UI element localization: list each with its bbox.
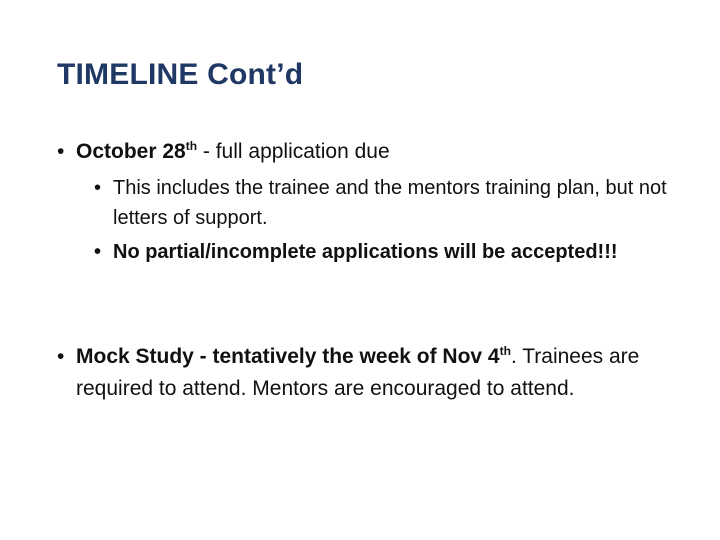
bullet-text — [57, 341, 697, 405]
sub-bullet-text: This includes the trainee and the mentors training plan, but not letters of support. — [113, 177, 667, 229]
bullet-october-28 — [57, 136, 697, 168]
bullet-text — [57, 136, 697, 168]
bullet-rest-text: - full application due — [197, 140, 390, 163]
sub-bullet-includes — [94, 173, 696, 233]
bullet-rest-text: . Trainees are required to attend. Mentors are encouraged to attend. — [76, 345, 640, 400]
sub-bullet-no-partial — [94, 237, 696, 267]
ordinal-suffix: th — [499, 344, 511, 358]
ordinal-suffix: th — [185, 139, 198, 153]
bullet-mock-study — [57, 341, 697, 405]
sub-bullet-text: No partial/incomplete applications will be accepted!!! — [113, 241, 618, 263]
bullet-bold-text: Mock Study - tentatively the week of Nov 4 — [76, 345, 500, 368]
bullet-bold-text: October 28 — [76, 140, 186, 163]
bullet-dot: • — [94, 241, 102, 263]
bullet-dot: • — [57, 345, 65, 368]
slide-title: TIMELINE Cont’d — [57, 58, 304, 91]
bullet-dot: • — [94, 177, 102, 199]
bullet-dot: • — [57, 140, 65, 163]
